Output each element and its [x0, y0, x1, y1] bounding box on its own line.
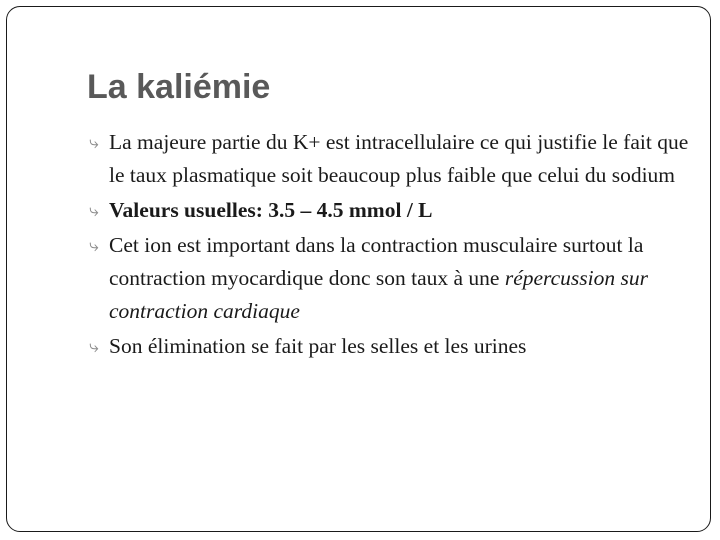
bullet-text-italic: répercussion sur contraction cardiaque: [109, 266, 648, 323]
bullet-text: Son élimination se fait par les selles et les urines: [109, 334, 527, 358]
curved-arrow-bullet-icon: ⤷: [89, 337, 99, 356]
curved-arrow-bullet-icon: ⤷: [89, 236, 99, 255]
slide-title: La kaliémie: [87, 68, 271, 106]
bullet-text: La majeure partie du K+ est intracellulaire ce qui justifie le fait que le taux plasmatique soit beaucoup plus faible que celui du sodium: [109, 130, 689, 187]
bullet-list: [89, 126, 709, 365]
bullet-item: [89, 126, 709, 192]
bullet-item: [89, 229, 709, 328]
curved-arrow-bullet-icon: ⤷: [89, 201, 99, 220]
bullet-item: [89, 330, 709, 363]
slide-frame: [6, 6, 711, 532]
curved-arrow-bullet-icon: ⤷: [89, 133, 99, 152]
bullet-text-reference-values: Valeurs usuelles: 3.5 – 4.5 mmol / L: [109, 198, 433, 222]
bullet-text: Cet ion est important dans la contraction musculaire surtout la contraction myocardique donc son taux à une: [109, 233, 644, 290]
bullet-item: [89, 194, 709, 227]
